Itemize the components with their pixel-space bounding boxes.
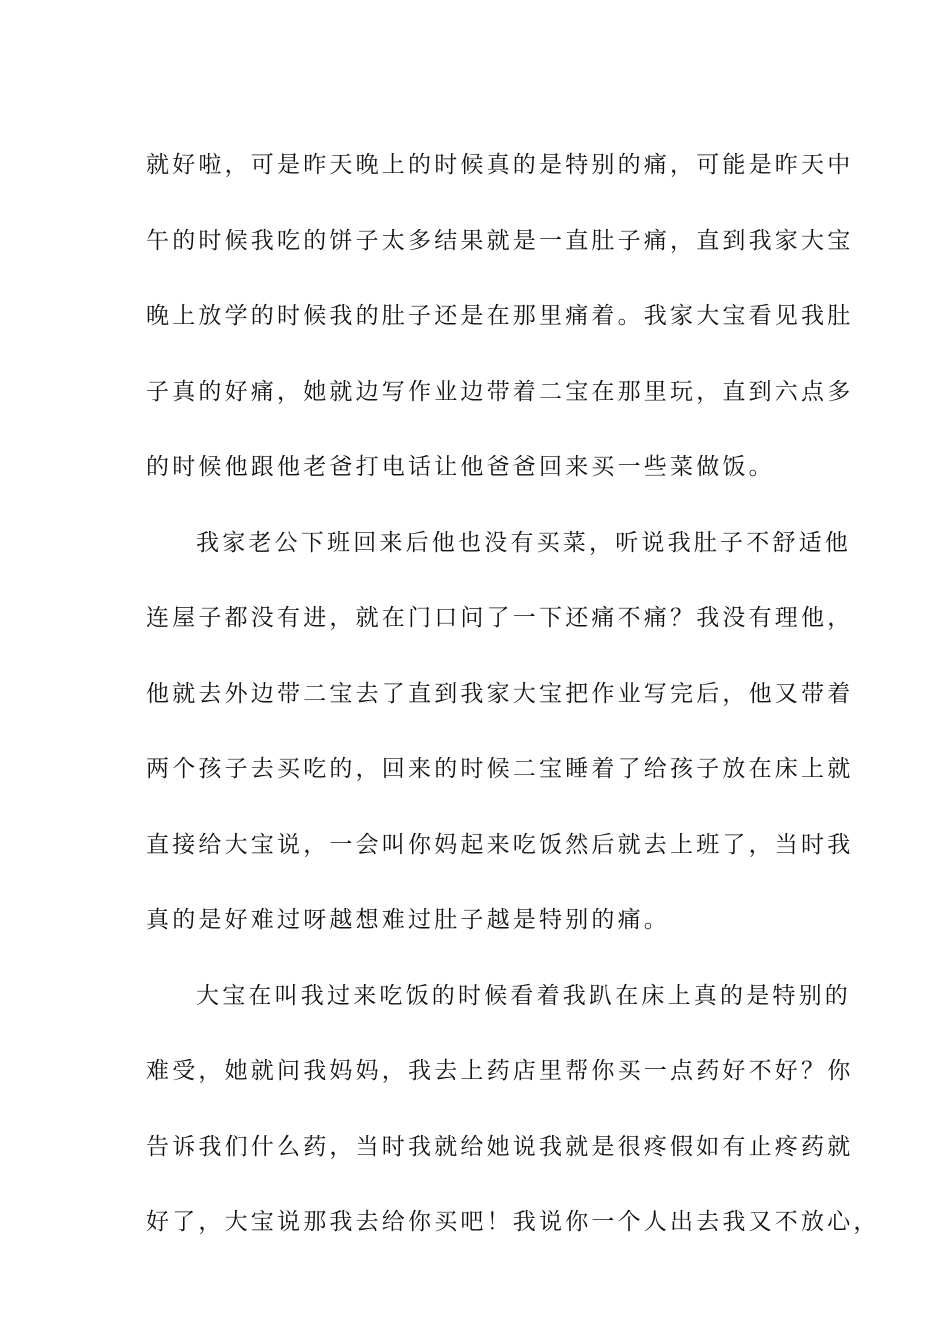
document-body <box>146 128 880 1261</box>
text-line: 晚上放学的时候我的肚子还是在那里痛着。我家大宝看见我肚 <box>146 303 854 329</box>
text-line: 午的时候我吃的饼子太多结果就是一直肚子痛，直到我家大宝 <box>146 227 854 254</box>
text-line: 子真的好痛，她就边写作业边带着二宝在那里玩，直到六点多 <box>146 378 854 405</box>
paragraph-first-line: 我家老公下班回来后他也没有买菜，听说我肚子不舒适他 <box>196 529 851 556</box>
text-line: 连屋子都没有进，就在门口问了一下还痛不痛？我没有理他， <box>146 605 854 631</box>
text-line: 两个孩子去买吃的，回来的时候二宝睡着了给孩子放在床上就 <box>146 756 854 782</box>
text-line: 好了，大宝说那我去给你买吧！我说你一个人出去我又不放心， <box>146 1209 880 1235</box>
text-line: 难受，她就问我妈妈，我去上药店里帮你买一点药好不好？你 <box>146 1058 854 1084</box>
text-line: 他就去外边带二宝去了直到我家大宝把作业写完后，他又带着 <box>146 680 854 707</box>
text-line: 直接给大宝说，一会叫你妈起来吃饭然后就去上班了，当时我 <box>146 831 854 858</box>
text-line: 就好啦，可是昨天晚上的时候真的是特别的痛，可能是昨天中 <box>146 152 854 178</box>
paragraph-first-line: 大宝在叫我过来吃饭的时候看着我趴在床上真的是特别的 <box>196 982 851 1009</box>
text-line: 告诉我们什么药，当时我就给她说我就是很疼假如有止疼药就 <box>146 1133 854 1160</box>
text-line: 的时候他跟他老爸打电话让他爸爸回来买一些菜做饭。 <box>146 454 775 480</box>
text-line: 真的是好难过呀越想难过肚子越是特别的痛。 <box>146 907 670 933</box>
